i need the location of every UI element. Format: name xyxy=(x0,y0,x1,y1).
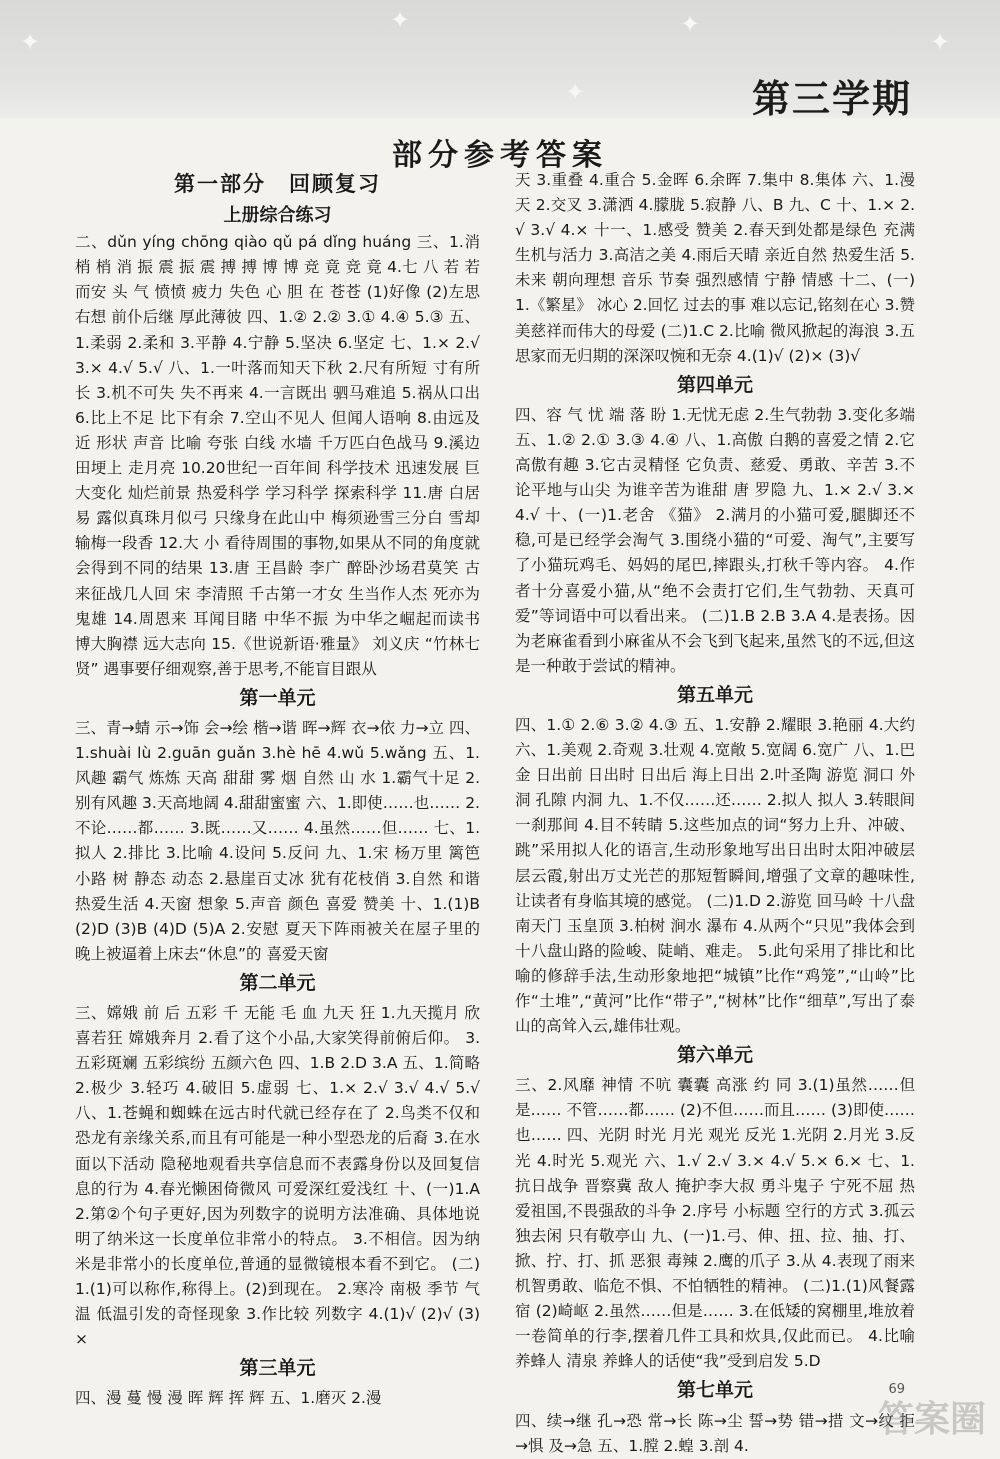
watermark-logo: 答案圈 xyxy=(877,1399,986,1440)
unit-title: 第二单元 xyxy=(239,971,316,994)
unit-title: 第一单元 xyxy=(239,686,316,709)
answer-paragraph: 四、漫 蔓 慢 漫 晖 辉 挥 辉 五、1.磨灭 2.漫 xyxy=(75,1389,382,1408)
answer-paragraph: 四、续→继 孔→恐 常→长 陈→尘 誓→势 错→措 文→纹 拒→惧 及→急 五、1.膛 2.蝗 3.剖 4. xyxy=(515,1411,915,1455)
answer-paragraph: 三、青→蜻 示→饰 会→绘 楷→谐 晖→辉 衣→依 力→立 四、1.shuài lù 2.guān guǎn 3.hè hē 4.wǔ 5.wǎng 五、1.风趣 霸气 炼炼 天高 甜甜 雾 烟 自然 山 水 1.霸气十足 2.别有风趣 3.天高地阔 4.甜甜蜜蜜 六、1.即使……也…… 2.不论……都…… 3.既……又…… 4.虽然……但…… 七、1.拟人 2.排比 3.比喻 4.设问 5.反问 九、1.宋 杨万里 篱笆 小路 树 静态 动态 2.悬崖百丈冰 犹有花枝俏 3.自然 和谐 热爱生活 4.天窗 想象 5.声音 颜色 喜爱 赞美 十、1.(1)B (2)D (3)B (4)D (5)A 2.安慰 夏天下阵雨被关在屋子里的 晚上被逼着上床去“休息”的 喜爱天窗 xyxy=(75,718,480,963)
unit-title: 第四单元 xyxy=(676,373,753,396)
sparkle-icon: ✦ xyxy=(930,28,951,56)
sparkle-icon: ✦ xyxy=(680,10,701,38)
answer-paragraph: 四、容 气 忧 端 落 盼 1.无忧无虑 2.生气勃勃 3.变化多端 五、1.② 2.① 3.③ 4.④ 八、1.高傲 白鹅的喜爱之情 2.它高傲有趣 3.它古灵精怪 它负责、慈爱、勇敢、辛苦 3.不论平地与山尖 为谁辛苦为谁甜 唐 罗隐 九、1.× 2.√ 3.× 4.√ 十、(一)1.老舍 《猫》 2.满月的小猫可爱,腿脚还不稳,可是已经学会淘气 3.围绕小猫的“可爱、淘气”,主要写了小猫玩鸡毛、妈妈的尾巴,摔跟头,打秋千等内容。 4.作者十分喜爱小猫,从“绝不会责打它们,生气勃勃、天真可爱”等词语中可以看出来。 (二)1.B 2.B 3.A 4.是表扬。因为老麻雀看到小麻雀从不会飞到飞起来,虽然飞的不远,但这是一种敢于尝试的精神。 xyxy=(515,405,915,675)
unit-title: 第六单元 xyxy=(676,1044,753,1067)
sparkle-icon: ✦ xyxy=(20,28,41,56)
unit-title: 第五单元 xyxy=(676,683,753,706)
unit-title: 第三单元 xyxy=(239,1357,316,1380)
part-title: 第一部分 回顾复习 xyxy=(174,172,381,196)
right-column xyxy=(515,168,915,1459)
answer-paragraph: 天 3.重叠 4.重合 5.金晖 6.余晖 7.集中 8.集体 六、1.漫天 2.交叉 3.潇洒 4.朦胧 5.寂静 八、B 九、C 十、1.× 2.√ 3.√ 4.× 十一、1.感受 赞美 2.春天到处都是绿色 充满生机与活力 3.高洁之美 4.雨后天晴 亲近自然 热爱生活 5.未来 朝向理想 音乐 节奏 强烈感情 宁静 情感 十二、(一)1.《繁星》 冰心 2.回忆 过去的事 难以忘记,铭刻在心 3.赞美慈祥而伟大的母爱 (二)1.C 2.比喻 微风掀起的海浪 3.五 思家而无归期的深深叹惋和无奈 4.(1)√ (2)× (3)√ xyxy=(515,171,915,365)
page-number: 69 xyxy=(888,1382,905,1397)
sparkle-icon: ✦ xyxy=(390,6,411,34)
answer-paragraph: 三、嫦娥 前 后 五彩 千 无能 毛 血 九天 狂 1.九天揽月 欣喜若狂 嫦娥奔月 2.看了这个小品,大家笑得前俯后仰。 3.五彩斑斓 五彩缤纷 五颜六色 四、1.B 2.D 3.A 五、1.简略 2.极少 3.轻巧 4.破旧 5.虚弱 七、1.× 2.√ 3.√ 4.√ 5.√ 八、1.苍蝇和蜘蛛在远古时代就已经存在了 2.鸟类不仅和恐龙有亲缘关系,而且有可能是一种小型恐龙的后裔 3.在水面以下活动 隐秘地观看共享信息而不表露身份以及回复信息的行为 4.春光懒困倚微风 可爱深红爱浅红 十、(一)1.A 2.第②个句子更好,因为列数字的说明方法准确、具体地说明了纳米这一长度单位非常小的特点。 3.不相信。因为纳米是非常小的长度单位,普通的显微镜根本看不到它。 (二)1.(1)可以称作,称得上。(2)到现在。 2.寒冷 南极 季节 气温 低温引发的奇怪现象 3.作比较 列数字 4.(1)√ (2)√ (3)× xyxy=(75,1004,480,1349)
answer-paragraph: 三、2.风靡 神情 不吭 囊囊 高涨 约 同 3.(1)虽然……但是…… 不管……都…… (2)不但……而且…… (3)即使……也…… 四、光阴 时光 月光 观光 反光 1.光阴 2.月光 3.反光 4.时光 5.观光 六、1.√ 2.√ 3.× 4.√ 5.× 6.× 七、1.抗日战争 晋察冀 敌人 掩护李大叔 勇斗鬼子 宁死不屈 热爱祖国,不畏强敌的斗争 2.序号 小标题 空行的方式 3.孤云独去闲 只有敬亭山 九、(一)1.弓、伸、扭、拉、抽、打、掀、拧、打、抓 恶狠 毒辣 2.鹰的爪子 3.从 4.表现了雨来机智勇敢、临危不惧、不怕牺牲的精神。 (二)1.(1)风餐露宿 (2)崎岖 2.虽然……但是…… 3.在低矮的窝棚里,堆放着一卷简单的行李,摆着几件工具和炊具,仅此而已。 4.比喻 养蜂人 清泉 养蜂人的话使“我”受到启发 5.D xyxy=(515,1076,915,1371)
answer-paragraph: 四、1.① 2.⑥ 3.② 4.③ 五、1.安静 2.耀眼 3.艳丽 4.大约 六、1.美观 2.奇观 3.壮观 4.宽敞 5.宽阔 6.宽广 八、1.巴金 日出前 日出时 日出后 海上日出 2.叶圣陶 游览 洞口 外洞 孔隙 内洞 九、1.不仅……还…… 2.拟人 拟人 3.转眼间 一刹那间 4.目不转睛 5.这些加点的词“努力上升、冲破、跳”采用拟人化的语言,生动形象地写出日出时太阳冲破层层云霞,射出万丈光芒的那短暂瞬间,增强了文章的趣味性,让读者有身临其境的感觉。 (二)1.D 2.游览 回马岭 十八盘 南天门 玉皇顶 3.柏树 涧水 瀑布 4.从两个“只见”我体会到十八盘山路的险峻、陡峭、难走。 5.此句采用了排比和比喻的修辞手法,生动形象地把“城镇”比作“鸡笼”,“山岭”比作“土堆”,“黄河”比作“带子”,“树林”比作“细草”,写出了泰山的高耸入云,雄伟壮观。 xyxy=(515,715,915,1036)
left-column xyxy=(75,168,480,1412)
answer-paragraph: 二、dǔn yíng chōng qiào qǔ pá dǐng huáng 三、1.消 梢 梢 消 振 震 振 震 搏 搏 博 博 竞 竟 竞 竟 4.七 八 若 若 而安 头 气 愤愤 疲力 失色 心 胆 在 苍苍 (1)好像 (2)左思右想 前仆后继 厚此薄彼 四、1.② 2.② 3.① 4.④ 5.③ 五、1.柔弱 2.柔和 3.平静 4.宁静 5.坚决 6.坚定 七、1.× 2.√ 3.× 4.√ 5.√ 八、1.一叶落而知天下秋 2.尺有所短 寸有所长 3.机不可失 失不再来 4.一言既出 驷马难追 5.祸从口出 6.比上不足 比下有余 7.空山不见人 但闻人语响 8.由远及近 形状 声音 比喻 夸张 白线 水墙 千万匹白色战马 9.溪边 田埂上 走月亮 10.20世纪一百年间 科学技术 迅速发展 巨大变化 灿烂前景 热爱科学 学习科学 探索科学 11.唐 白居易 露似真珠月似弓 只缘身在此山中 梅须逊雪三分白 雪却输梅一段香 12.大 小 看待周围的事物,如果从不同的角度就会得到不同的结果 13.唐 王昌龄 李广 醉卧沙场君莫笑 古来征战几人回 宋 李清照 千古第一才女 生当作人杰 死亦为鬼雄 14.周恩来 耳闻目睹 中华不振 为中华之崛起而读书 博大胸襟 远大志向 15.《世说新语·雅量》 刘义庆 “竹林七贤” 遇事要仔细观察,善于思考,不能盲目跟从 xyxy=(75,233,480,678)
page-title: 部分参考答案 xyxy=(392,138,608,173)
section-title: 上册综合练习 xyxy=(223,205,332,227)
term-title: 第三学期 xyxy=(751,77,912,121)
sparkle-icon: ✦ xyxy=(565,78,586,106)
unit-title: 第七单元 xyxy=(676,1379,753,1402)
